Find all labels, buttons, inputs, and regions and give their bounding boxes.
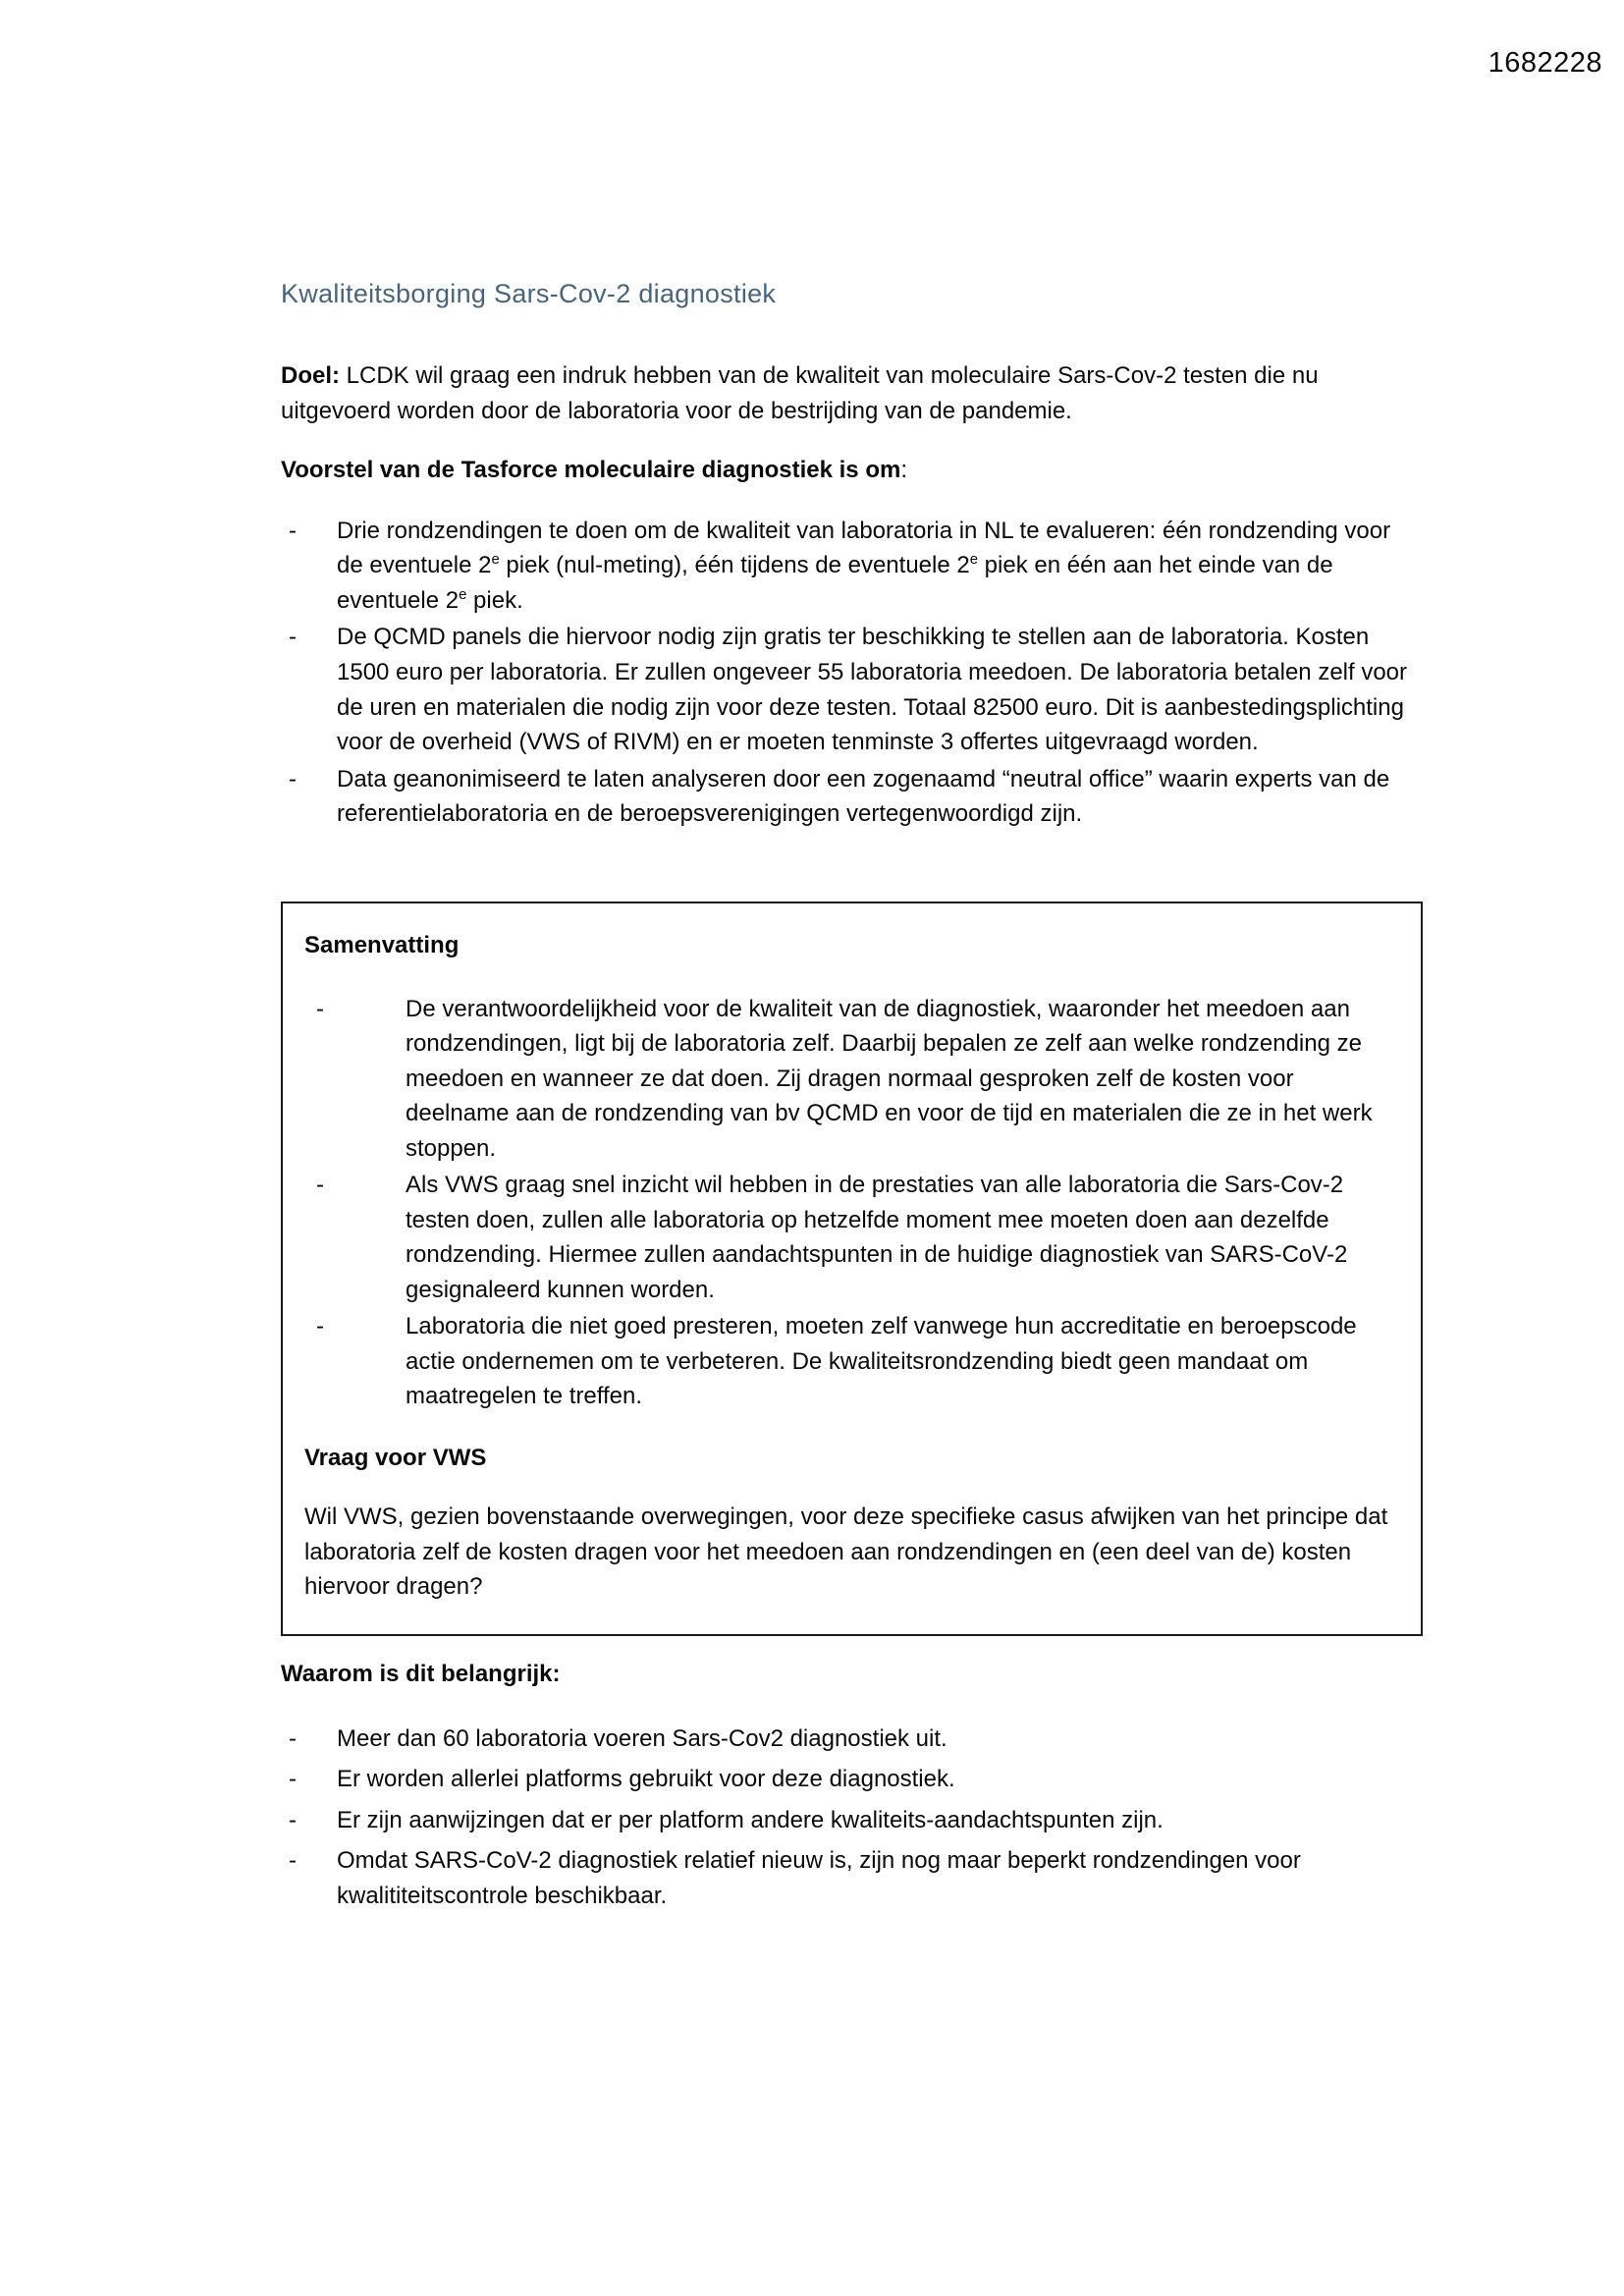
document-number: 1682228 xyxy=(1488,47,1602,79)
list-item: - Omdat SARS-CoV-2 diagnostiek relatief nieuw is, zijn nog maar beperkt rondzendingen voor kwalititeitscontrole beschikbaar. xyxy=(281,1843,1423,1913)
list-item: - Er zijn aanwijzingen dat er per platform andere kwaliteits-aandachtspunten zijn. xyxy=(281,1803,1423,1838)
importance-heading: Waarom is dit belangrijk: xyxy=(281,1661,561,1687)
document-content xyxy=(281,277,1423,859)
proposal-heading-bold: Voorstel van de Tasforce moleculaire diagnostiek is om xyxy=(281,457,901,484)
importance-section xyxy=(281,1658,1423,1941)
summary-box xyxy=(281,902,1423,1636)
ordinal-superscript: e xyxy=(459,586,467,603)
proposal-heading xyxy=(281,454,1423,488)
proposal-heading-tail: : xyxy=(900,457,907,484)
list-item: - De verantwoordelijkheid voor de kwaliteit van de diagnostiek, waaronder het meedoen aan rondzendingen, ligt bij de laboratoria zelf. Daarbij bepalen ze zelf aan welke rondzending ze meedoen en wanneer ze dat doen. Zij dragen normaal gesproken zelf de kosten voor deelname aan de rondzending van bv QCMD en voor de tijd en materialen die ze in het werk stoppen. xyxy=(304,992,1397,1167)
list-item: - Laboratoria die niet goed presteren, moeten zelf vanwege hun accreditatie en beroepscode actie ondernemen om te verbeteren. De kwaliteitsrondzending biedt geen mandaat om maatregelen te treffen. xyxy=(304,1309,1397,1414)
proposal-item-1-d: piek. xyxy=(466,586,523,614)
ordinal-superscript: e xyxy=(491,552,500,569)
list-item xyxy=(281,514,1423,619)
page-title: Kwaliteitsborging Sars-Cov-2 diagnostiek xyxy=(281,279,777,308)
purpose-label: Doel: xyxy=(281,362,340,390)
proposal-item-1-a: Drie rondzendingen te doen om de kwaliteit van laboratoria in NL te evalueren: één rondzending voor de eventuele 2 xyxy=(337,517,1391,579)
list-item: - Meer dan 60 laboratoria voeren Sars-Cov2 diagnostiek uit. xyxy=(281,1722,1423,1757)
summary-list xyxy=(304,992,1397,1414)
ordinal-superscript: e xyxy=(969,552,978,569)
purpose-paragraph xyxy=(281,358,1423,428)
question-paragraph: Wil VWS, gezien bovenstaande overwegingen, voor deze specifieke casus afwijken van het principe dat laboratoria zelf de kosten dragen voor het meedoen aan rondzendingen en (een deel van de) kosten hiervoor dragen? xyxy=(304,1503,1388,1601)
proposal-item-1-b: piek (nul-meting), één tijdens de eventuele 2 xyxy=(499,552,970,579)
purpose-text: LCDK wil graag een indruk hebben van de kwaliteit van moleculaire Sars-Cov-2 testen die nu uitgevoerd worden door de laboratoria voor de bestrijding van de pandemie. xyxy=(281,362,1319,424)
summary-heading: Samenvatting xyxy=(304,932,460,958)
proposal-item-1-c: piek en één aan het einde van de eventuele 2 xyxy=(337,552,1333,614)
list-item: - Er worden allerlei platforms gebruikt voor deze diagnostiek. xyxy=(281,1762,1423,1797)
list-item: - Data geanonimiseerd te laten analyseren door een zogenaamd “neutral office” waarin experts van de referentielaboratoria en de beroepsverenigingen vertegenwoordigd zijn. xyxy=(281,762,1423,832)
question-heading: Vraag voor VWS xyxy=(304,1444,487,1471)
list-item: - Als VWS graag snel inzicht wil hebben in de prestaties van alle laboratoria die Sars-Cov-2 testen doen, zullen alle laboratoria op hetzelfde moment mee moeten doen aan dezelfde rondzending. Hiermee zullen aandachtspunten in de huidige diagnostiek van SARS-CoV-2 gesignaleerd kunnen worden. xyxy=(304,1168,1397,1307)
importance-list xyxy=(281,1722,1423,1914)
proposal-list xyxy=(281,514,1423,832)
list-item: - De QCMD panels die hiervoor nodig zijn gratis ter beschikking te stellen aan de laboratoria. Kosten 1500 euro per laboratoria. Er zullen ongeveer 55 laboratoria meedoen. De laboratoria betalen zelf voor de uren en materialen die nodig zijn voor deze testen. Totaal 82500 euro. Dit is aanbestedingsplichting voor de overheid (VWS of RIVM) en er moeten tenminste 3 offertes uitgevraagd worden. xyxy=(281,620,1423,759)
